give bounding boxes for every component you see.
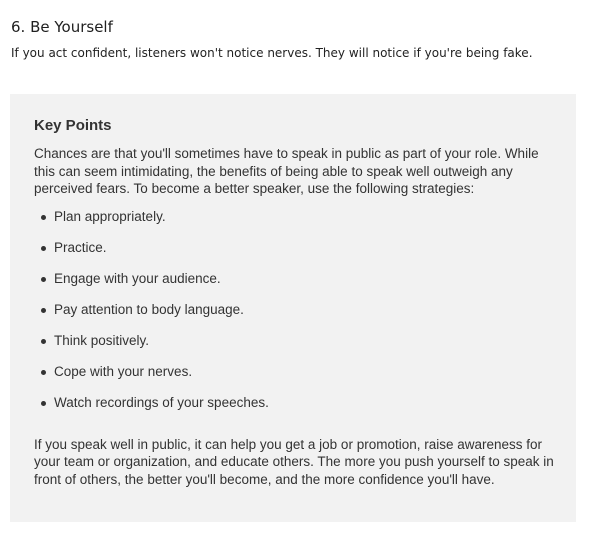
bullet-icon <box>41 401 46 406</box>
list-item-text: Pay attention to body language. <box>54 301 244 317</box>
bullet-icon <box>41 370 46 375</box>
list-item-text: Cope with your nerves. <box>54 363 193 379</box>
list-item-text: Watch recordings of your speeches. <box>54 394 269 410</box>
list-item <box>34 301 556 332</box>
bullet-icon <box>41 215 46 220</box>
list-item-text: Plan appropriately. <box>54 208 166 224</box>
section-text: If you act confident, listeners won't notice nerves. They will notice if you're being fake. <box>11 46 533 60</box>
key-points-conclusion: If you speak well in public, it can help you get a job or promotion, raise awareness for your team or organization, and educate others. The more you push yourself to speak in front of others, the better you'll become, and the more confidence you'll have. <box>34 436 554 487</box>
key-points-title: Key Points <box>34 117 112 134</box>
strategy-list <box>34 208 556 425</box>
list-item <box>34 363 556 394</box>
list-item-text: Think positively. <box>54 332 150 348</box>
section-heading: 6. Be Yourself <box>11 18 113 36</box>
bullet-icon <box>41 308 46 313</box>
bullet-icon <box>41 339 46 344</box>
key-points-intro: Chances are that you'll sometimes have to speak in public as part of your role. While this can seem intimidating, the benefits of being able to speak well outweigh any perceived fears. To become a better speaker, use the following strategies: <box>34 146 539 196</box>
list-item <box>34 394 556 425</box>
list-item <box>34 208 556 239</box>
bullet-icon <box>41 277 46 282</box>
list-item <box>34 270 556 301</box>
list-item-text: Engage with your audience. <box>54 270 221 286</box>
list-item-text: Practice. <box>54 239 107 255</box>
bullet-icon <box>41 246 46 251</box>
list-item <box>34 332 556 363</box>
key-points-box <box>10 94 576 522</box>
list-item <box>34 239 556 270</box>
